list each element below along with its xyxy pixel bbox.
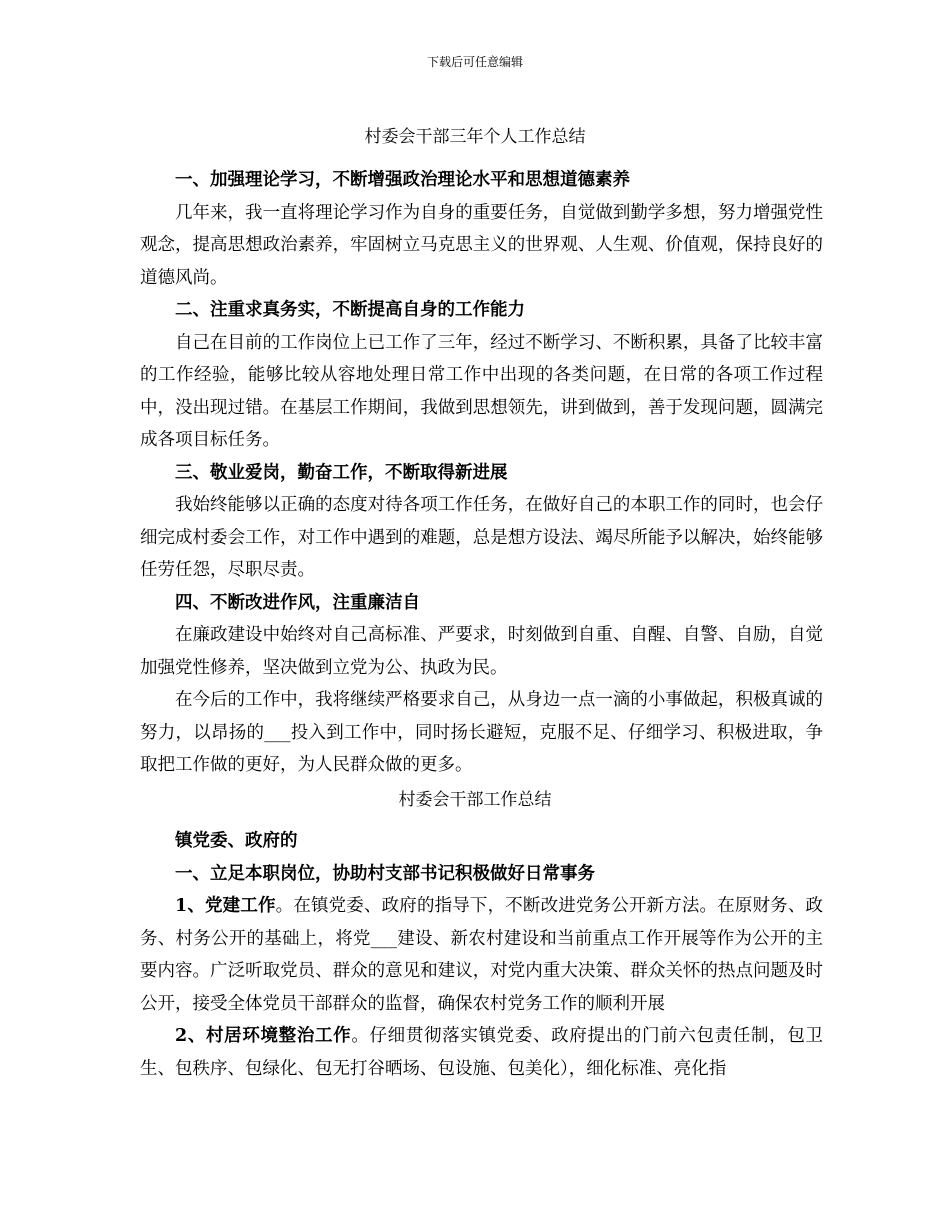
second-document-body [140,825,823,1085]
item-paragraph [140,890,823,1020]
item-label: 2、村居环境整治工作 [175,1026,352,1046]
closing-paragraph: 在今后的工作中，我将继续严格要求自己，从身边一点一滴的小事做起，积极真诚的努力，以昂扬的___投入到工作中，同时扬长避短，克服不足、仔细学习、积极进取，争取把工作做的更好，为人民群众做的更多。 [140,690,823,775]
section-heading: 四、不断改进作风，注重廉洁自 [175,592,420,613]
section-paragraph: 在廉政建设中始终对自己高标准、严要求，时刻做到自重、自醒、自警、自励，自觉加强党性修养，坚决做到立党为公、执政为民。 [140,625,823,678]
document-body [140,164,823,782]
item-text: 。在镇党委、政府的指导下，不断改进党务公开新方法。在原财务、政务、村务公开的基础上，将党___建设、新农村建设和当前重点工作开展等作为公开的主要内容。广泛听取党员、群众的意见和建议，对党内重大决策、群众关怀的热点问题及时公开，接受全体党员干部群众的监督，确保农村党务工作的顺利开展 [140,896,823,1014]
section-heading: 二、注重求真务实，不断提高自身的工作能力 [175,300,525,320]
page-header: 下载后可任意编辑 [426,55,523,69]
section-heading: 三、敬业爱岗，勤奋工作，不断取得新进展 [175,462,508,483]
section-heading: 一、立足本职岗位，协助村支部书记积极做好日常事务 [175,863,595,884]
second-document-title: 村委会干部工作总结 [398,790,552,810]
document-title: 村委会干部三年个人工作总结 [364,127,586,147]
item-paragraph [140,1020,823,1085]
section-paragraph: 几年来，我一直将理论学习作为自身的重要任务，自觉做到勤学多想，努力增强党性观念，提高思想政治素养，牢固树立马克思主义的世界观、人生观、价值观，保持良好的道德风尚。 [140,202,823,288]
section-paragraph: 自己在目前的工作岗位上已工作了三年，经过不断学习、不断积累，具备了比较丰富的工作经验，能够比较从容地处理日常工作中出现的各类问题，在日常的各项工作过程中，没出现过错。在基层工作期间，我做到思想领先，讲到做到，善于发现问题，圆满完成各项目标任务。 [140,332,823,450]
item-label: 1、党建工作 [175,896,276,916]
salutation: 镇党委、政府的 [175,831,298,851]
item-text: 。仔细贯彻落实镇党委、政府提出的门前六包责任制，包卫生、包秩序、包绿化、包无打谷晒场、包设施、包美化），细化标准、亮化指 [140,1026,823,1079]
section-paragraph: 我始终能够以正确的态度对待各项工作任务，在做好自己的本职工作的同时，也会仔细完成村委会工作，对工作中遇到的难题，总是想方设法、竭尽所能予以解决，始终能够任劳任怨，尽职尽责。 [140,495,823,580]
section-heading: 一、加强理论学习，不断增强政治理论水平和思想道德素养 [175,170,630,190]
